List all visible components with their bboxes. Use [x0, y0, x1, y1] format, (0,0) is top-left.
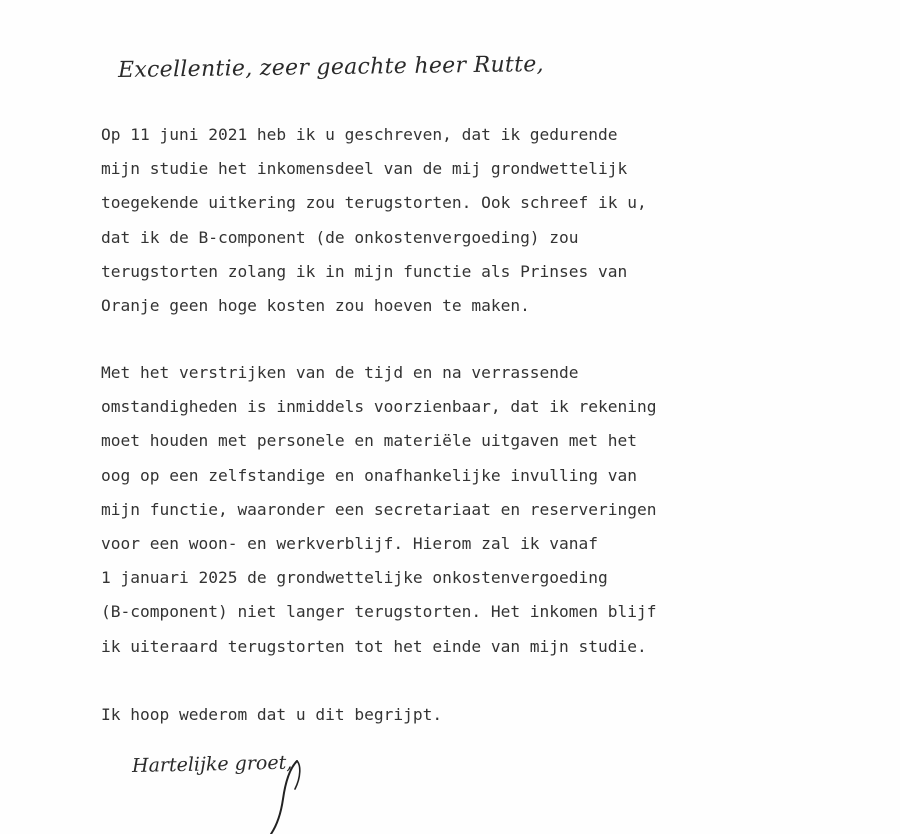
text-line: Op 11 juni 2021 heb ik u geschreven, dat ik gedurende [101, 125, 618, 144]
text-line: Met het verstrijken van de tijd en na verrassende [101, 363, 579, 382]
text-line: moet houden met personele en materiële uitgaven met het [101, 431, 638, 451]
text-line: Oranje geen hoge kosten zou hoeven te maken. [101, 296, 530, 316]
text-line: oog op een zelfstandige en onafhankelijke invulling van [101, 465, 638, 485]
text-line: (B-component) niet langer terugstorten. Het inkomen blijf [101, 602, 657, 622]
text-line: toegekende uitkering zou terugstorten. Ook schreef ik u, [101, 193, 647, 213]
text-line: Ik hoop wederom dat u dit begrijpt. [101, 705, 443, 724]
text-line: mijn studie het inkomensdeel van de mij grondwettelijk [101, 159, 628, 179]
paragraph-3 [101, 698, 442, 732]
paragraph-2 [101, 356, 657, 664]
text-line: mijn functie, waaronder een secretariaat en reserveringen [101, 499, 657, 519]
text-line: terugstorten zolang ik in mijn functie als Prinses van [101, 261, 628, 281]
text-line: 1 januari 2025 de grondwettelijke onkostenvergoeding [101, 568, 608, 588]
handwritten-salutation: Excellentie, zeer geachte heer Rutte, [117, 52, 545, 83]
text-line: ik uiteraard terugstorten tot het einde van mijn studie. [101, 636, 647, 656]
text-line: dat ik de B-component (de onkostenvergoeding) zou [101, 227, 579, 247]
text-line: omstandigheden is inmiddels voorzienbaar, dat ik rekening [101, 397, 657, 417]
text-line: voor een woon- en werkverblijf. Hierom zal ik vanaf [101, 534, 599, 554]
signature-mark [255, 755, 315, 834]
paragraph-1 [101, 118, 647, 323]
handwritten-closing: Hartelijke groet, [131, 751, 293, 777]
